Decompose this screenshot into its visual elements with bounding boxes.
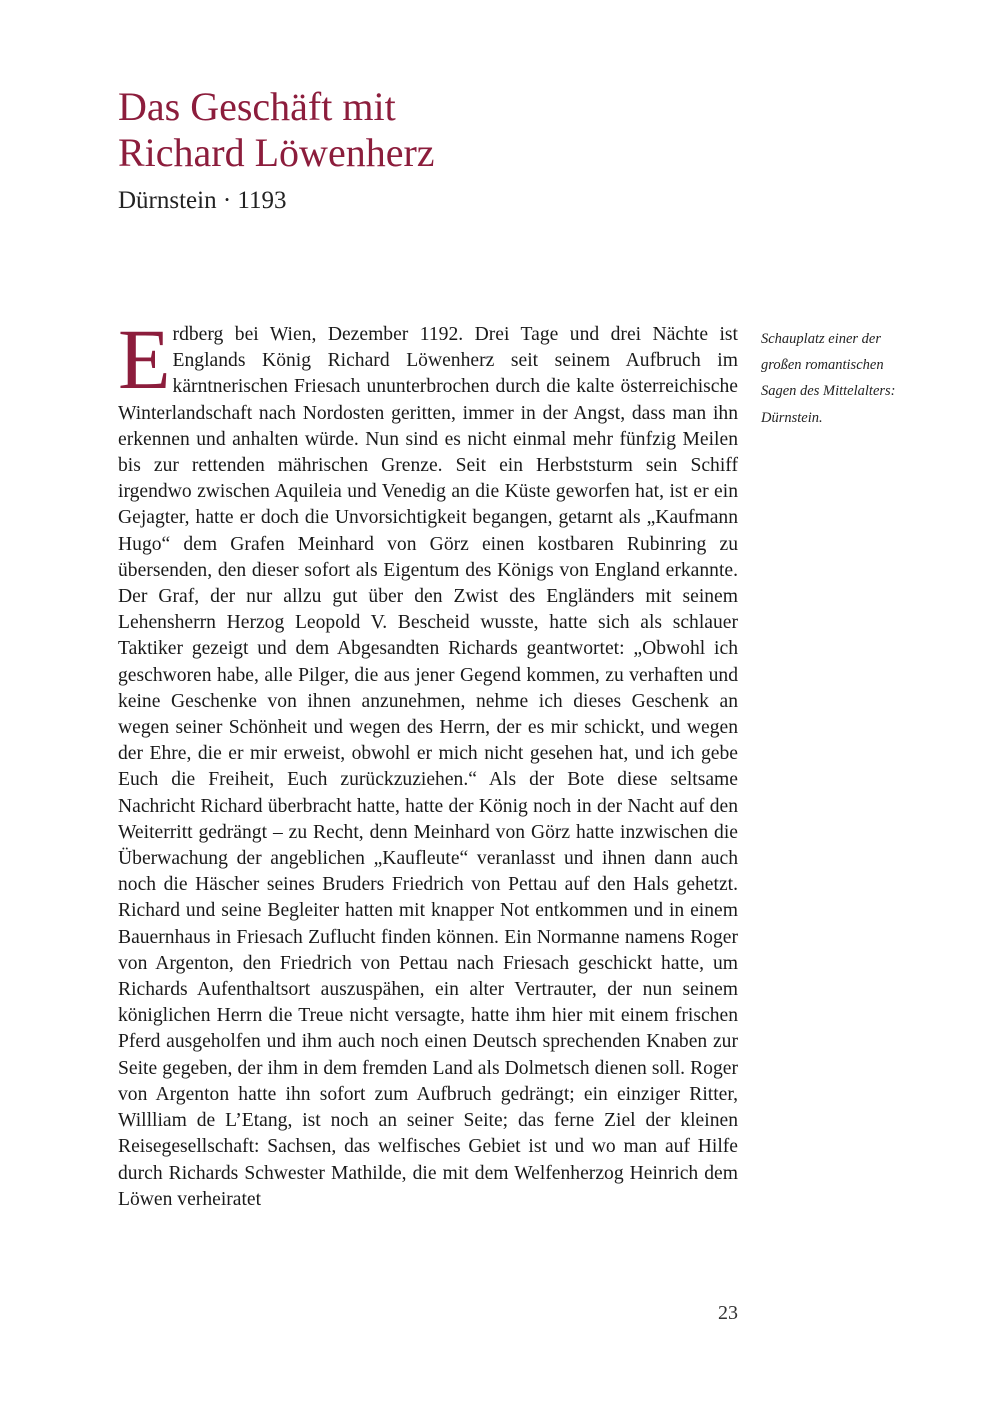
chapter-title-line-2: Richard Löwenherz (118, 130, 435, 175)
body-paragraph (118, 311, 738, 1213)
margin-note-line-3: Sagen des Mittelalters: (761, 383, 896, 400)
drop-cap: E (118, 311, 171, 407)
margin-note-line-1: Schauplatz einer der (761, 331, 882, 347)
page-number: 23 (718, 1302, 738, 1324)
chapter-title (118, 84, 435, 176)
margin-note (761, 326, 941, 431)
margin-note-line-2: großen romantischen (761, 357, 884, 374)
body-text (118, 311, 738, 1213)
chapter-subtitle: Dürnstein · 1193 (118, 187, 287, 214)
margin-note-line-4: Dürnstein. (761, 409, 823, 426)
chapter-title-line-1: Das Geschäft mit (118, 84, 396, 129)
body-paragraph-text: rdberg bei Wien, Dezember 1192. Drei Tage und drei Nächte ist Englands König Richard Löwenherz seit seinem Aufbruch im kärntnerischen Friesach ununterbrochen durch die kalte österreichische Winterlandschaft nach Nordosten geritten, immer in der Angst, dass man ihn erkennen und anhalten würde. Nun sind es nicht einmal mehr fünfzig Meilen bis zur rettenden mährischen Grenze. Seit ein Herbststurm sein Schiff irgendwo zwischen Aquileia und Venedig an die Küste geworfen hat, ist er ein Gejagter, hatte er doch die Unvorsichtigkeit begangen, getarnt als „Kaufmann Hugo“ dem Grafen Meinhard von Görz einen kostbaren Rubinring zu übersenden, den dieser sofort als Eigentum des Königs von England erkannte. Der Graf, der nur allzu gut über den Zwist des Engländers mit seinem Lehensherrn Herzog Leopold V. Bescheid wusste, hatte sich als schlauer Taktiker gezeigt und dem Abgesandten Richards geantwortet: „Obwohl ich geschworen habe, alle Pilger, die aus jener Gegend kommen, zu verhaften und keine Geschenke von ihnen anzunehmen, nehme ich dieses Geschenk an wegen seiner Schönheit und wegen des Herrn, der es mir schickt, und wegen der Ehre, die er mir erweist, obwohl er mich nicht gesehen hat, und ich gebe Euch die Freiheit, Euch zurückzuziehen.“ Als der Bote diese seltsame Nachricht Richard überbracht hatte, hatte der König noch in der Nacht auf den Weiterritt gedrängt – zu Recht, denn Meinhard von Görz hatte inzwischen die Überwachung der angeblichen „Kaufleute“ veranlasst und ihnen dann auch noch die Häscher seines Bruders Friedrich von Pettau auf den Hals gehetzt. Richard und seine Begleiter hatten mit knapper Not entkommen und in einem Bauernhaus in Friesach Zuflucht finden können. Ein Normanne namens Roger von Argenton, den Friedrich von Pettau nach Friesach geschickt hatte, um Richards Aufenthaltsort auszuspähen, ein alter Vertrauter, der nun seinem königlichen Herrn die Treue nicht versagte, hatte ihm hier mit einem frischen Pferd ausgeholfen und ihm auch noch einen Deutsch sprechenden Knaben zur Seite gegeben, der ihm in dem fremden Land als Dolmetsch dienen soll. Roger von Argenton hatte ihn sofort zum Aufbruch gedrängt; ein einziger Ritter, Willliam de L’Etang, ist noch an seiner Seite; das ferne Ziel der kleinen Reisegesellschaft: Sachsen, das welfisches Gebiet ist und wo man auf Hilfe durch Richards Schwester Mathilde, die mit dem Welfenherzog Heinrich dem Löwen verheiratet (118, 324, 738, 1210)
